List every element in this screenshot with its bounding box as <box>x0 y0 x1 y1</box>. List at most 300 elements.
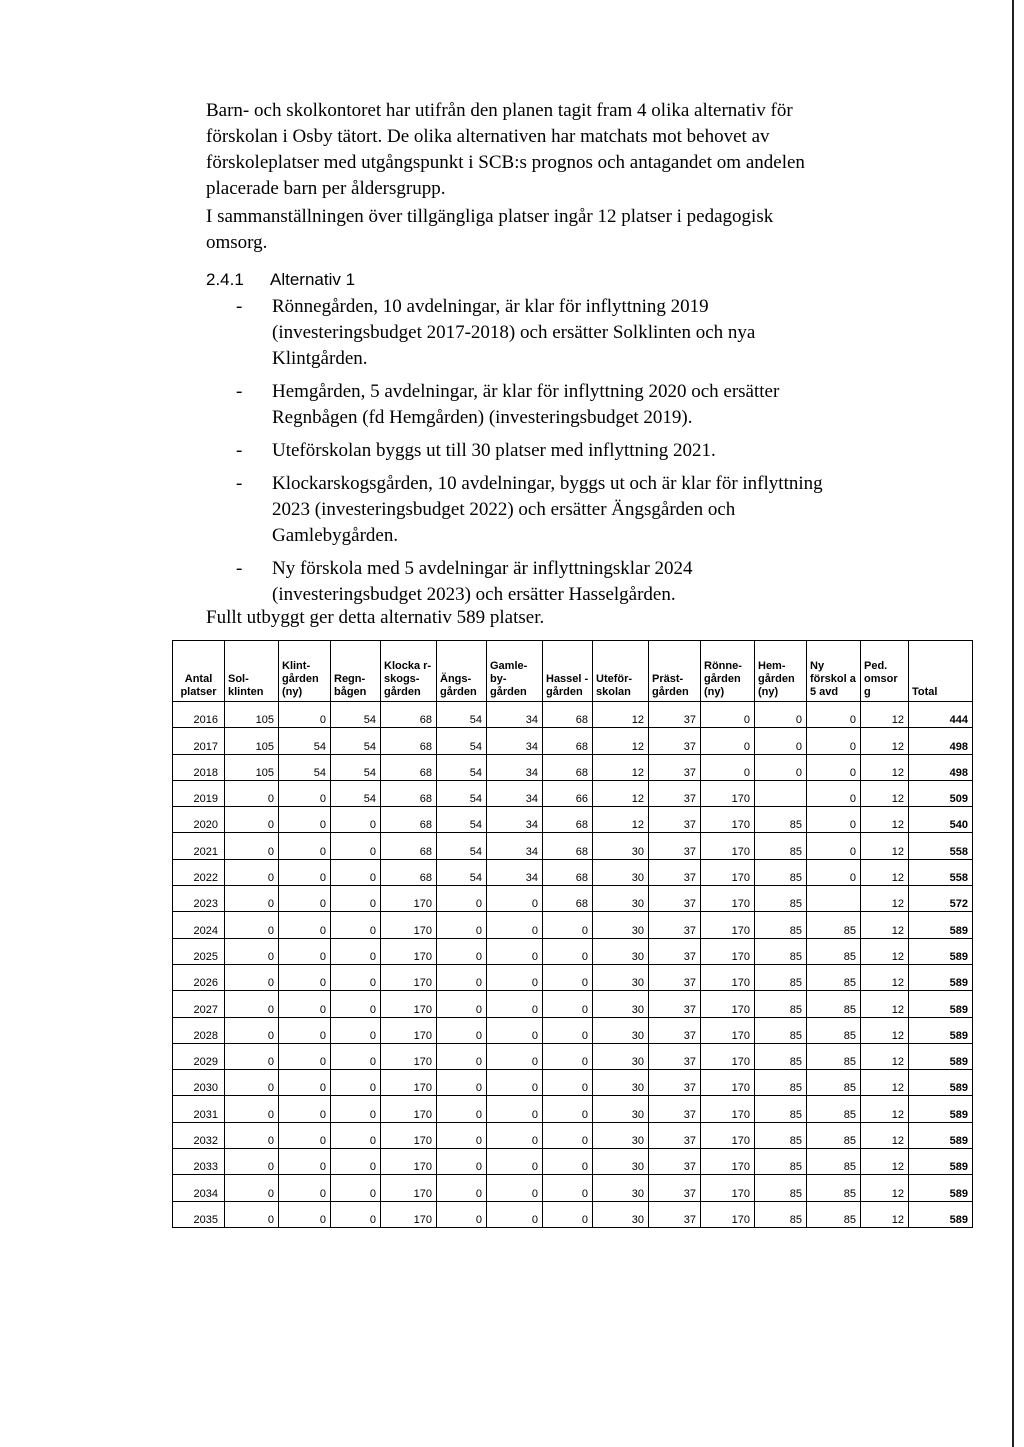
table-cell: 12 <box>593 780 649 806</box>
table-cell: 54 <box>437 833 487 859</box>
table-cell: 34 <box>487 702 543 728</box>
table-cell: 0 <box>331 991 381 1017</box>
table-cell: 30 <box>593 1175 649 1201</box>
table-cell: 0 <box>487 886 543 912</box>
table-cell: 0 <box>807 728 861 754</box>
table-cell: 12 <box>861 1017 909 1043</box>
table-cell: 0 <box>487 1017 543 1043</box>
table-cell: 68 <box>543 702 593 728</box>
table-cell: 12 <box>861 1175 909 1201</box>
table-cell: 0 <box>331 912 381 938</box>
year-cell: 2016 <box>173 702 225 728</box>
table-cell: 34 <box>487 780 543 806</box>
table-cell: 85 <box>755 1122 807 1148</box>
table-row <box>173 702 973 728</box>
table-cell: 12 <box>593 807 649 833</box>
table-cell: 85 <box>807 912 861 938</box>
table-cell: 30 <box>593 1122 649 1148</box>
table-cell: 34 <box>487 833 543 859</box>
table-cell: 170 <box>701 780 755 806</box>
section-heading <box>206 270 355 290</box>
table-cell: 54 <box>331 780 381 806</box>
bullet-item <box>236 379 836 431</box>
table-cell: 0 <box>279 964 331 990</box>
year-cell: 2034 <box>173 1175 225 1201</box>
table-cell: 37 <box>649 1175 701 1201</box>
table-cell: 85 <box>807 991 861 1017</box>
table-cell: 12 <box>861 833 909 859</box>
table-cell: 85 <box>807 1017 861 1043</box>
table-cell: 170 <box>381 1122 437 1148</box>
total-cell: 498 <box>909 728 973 754</box>
table-cell: 37 <box>649 964 701 990</box>
table-cell: 0 <box>487 1043 543 1069</box>
table-row <box>173 728 973 754</box>
table-cell: 0 <box>279 1175 331 1201</box>
total-cell: 540 <box>909 807 973 833</box>
table-cell: 0 <box>437 1096 487 1122</box>
table-cell: 0 <box>487 1149 543 1175</box>
bullet-text: Hemgården, 5 avdelningar, är klar för inflyttning 2020 och ersätter Regnbågen (fd Hemgården) (investeringsbudget 2019). <box>272 381 780 428</box>
table-cell: 0 <box>437 991 487 1017</box>
table-cell: 0 <box>543 1096 593 1122</box>
table-row <box>173 1201 973 1227</box>
table-cell: 0 <box>755 754 807 780</box>
bullet-dash: - <box>236 296 243 317</box>
table-cell: 12 <box>861 728 909 754</box>
table-cell: 34 <box>487 859 543 885</box>
table-cell: 68 <box>543 833 593 859</box>
table-row <box>173 1096 973 1122</box>
total-cell: 558 <box>909 859 973 885</box>
table-cell: 85 <box>755 1017 807 1043</box>
total-cell: 572 <box>909 886 973 912</box>
table-cell: 85 <box>807 1175 861 1201</box>
table-cell: 0 <box>225 1070 279 1096</box>
year-cell: 2027 <box>173 991 225 1017</box>
table-cell: 54 <box>331 728 381 754</box>
column-header: Ängs-gården <box>437 641 487 702</box>
table-row <box>173 1043 973 1069</box>
table-cell: 66 <box>543 780 593 806</box>
table-cell: 37 <box>649 833 701 859</box>
table-cell: 0 <box>225 886 279 912</box>
total-cell: 589 <box>909 912 973 938</box>
table-cell: 68 <box>543 728 593 754</box>
table-cell: 0 <box>279 859 331 885</box>
table-cell: 170 <box>701 964 755 990</box>
table-cell: 0 <box>279 1096 331 1122</box>
table-cell: 0 <box>543 1043 593 1069</box>
table-cell: 0 <box>331 1175 381 1201</box>
scan-edge-line <box>1012 0 1014 1447</box>
table-header-row <box>173 641 973 702</box>
table-cell: 30 <box>593 964 649 990</box>
table-cell: 0 <box>487 991 543 1017</box>
table-cell: 37 <box>649 807 701 833</box>
table-cell: 0 <box>331 1122 381 1148</box>
table-cell: 12 <box>593 702 649 728</box>
table-cell: 85 <box>807 1070 861 1096</box>
table-cell: 30 <box>593 912 649 938</box>
table-cell: 30 <box>593 1149 649 1175</box>
table-cell: 54 <box>331 754 381 780</box>
table-cell: 68 <box>543 859 593 885</box>
column-header: Total <box>909 641 973 702</box>
table-cell: 0 <box>331 833 381 859</box>
table-row <box>173 754 973 780</box>
table-row <box>173 938 973 964</box>
table-cell: 0 <box>543 991 593 1017</box>
table-cell: 85 <box>807 1201 861 1227</box>
bullet-dash: - <box>236 381 243 402</box>
table-cell: 37 <box>649 1201 701 1227</box>
table-cell: 105 <box>225 728 279 754</box>
year-cell: 2032 <box>173 1122 225 1148</box>
table-cell: 68 <box>381 780 437 806</box>
table-cell: 37 <box>649 1149 701 1175</box>
table-cell: 0 <box>437 912 487 938</box>
table-cell: 37 <box>649 1122 701 1148</box>
table-cell: 170 <box>701 1201 755 1227</box>
total-cell: 589 <box>909 1017 973 1043</box>
total-cell: 589 <box>909 1175 973 1201</box>
table-cell: 170 <box>701 1070 755 1096</box>
table-cell: 170 <box>381 886 437 912</box>
table-cell: 170 <box>701 807 755 833</box>
table-cell: 54 <box>437 859 487 885</box>
table-cell: 0 <box>331 807 381 833</box>
table-cell: 0 <box>807 807 861 833</box>
table-cell: 30 <box>593 886 649 912</box>
table-cell: 12 <box>861 912 909 938</box>
table-cell: 170 <box>381 1070 437 1096</box>
table-cell <box>807 886 861 912</box>
table-cell: 170 <box>701 1017 755 1043</box>
table-cell: 170 <box>381 991 437 1017</box>
table-cell: 85 <box>755 833 807 859</box>
table-cell: 68 <box>381 833 437 859</box>
table-cell: 0 <box>755 702 807 728</box>
table-cell: 12 <box>861 1201 909 1227</box>
table-cell: 0 <box>543 1122 593 1148</box>
table-cell: 34 <box>487 807 543 833</box>
year-cell: 2031 <box>173 1096 225 1122</box>
capacity-table <box>172 640 973 1228</box>
table-cell: 0 <box>279 1122 331 1148</box>
table-cell: 0 <box>331 886 381 912</box>
total-cell: 498 <box>909 754 973 780</box>
year-cell: 2025 <box>173 938 225 964</box>
table-cell: 0 <box>279 1149 331 1175</box>
table-cell: 0 <box>437 1043 487 1069</box>
table-cell: 37 <box>649 886 701 912</box>
table-row <box>173 1017 973 1043</box>
table-cell: 85 <box>807 1122 861 1148</box>
table-cell: 0 <box>225 1201 279 1227</box>
table-cell: 12 <box>861 964 909 990</box>
table-cell: 37 <box>649 991 701 1017</box>
table-cell: 0 <box>225 859 279 885</box>
table-cell: 170 <box>381 912 437 938</box>
year-cell: 2019 <box>173 780 225 806</box>
table-cell: 37 <box>649 1043 701 1069</box>
table-cell: 0 <box>807 859 861 885</box>
table-cell: 0 <box>543 1175 593 1201</box>
table-cell: 0 <box>437 1149 487 1175</box>
column-header: Ny förskol a 5 avd <box>807 641 861 702</box>
total-cell: 444 <box>909 702 973 728</box>
table-cell: 0 <box>279 807 331 833</box>
table-cell: 30 <box>593 1201 649 1227</box>
table-cell: 0 <box>279 1070 331 1096</box>
table-cell: 37 <box>649 754 701 780</box>
year-cell: 2029 <box>173 1043 225 1069</box>
table-cell: 85 <box>755 1201 807 1227</box>
table-cell: 34 <box>487 728 543 754</box>
table-cell: 12 <box>861 702 909 728</box>
table-row <box>173 964 973 990</box>
total-cell: 589 <box>909 1070 973 1096</box>
table-cell: 0 <box>225 1149 279 1175</box>
table-cell: 12 <box>593 728 649 754</box>
table-cell: 0 <box>543 1201 593 1227</box>
table-cell: 12 <box>861 1149 909 1175</box>
table-cell: 170 <box>381 1175 437 1201</box>
table-cell: 54 <box>437 780 487 806</box>
table-cell: 85 <box>807 1096 861 1122</box>
column-header: Präst-gården <box>649 641 701 702</box>
column-header: Hem-gården (ny) <box>755 641 807 702</box>
bullet-text: Klockarskogsgården, 10 avdelningar, byggs ut och är klar för inflyttning 2023 (investeringsbudget 2022) och ersätter Ängsgården och Gamlebygården. <box>272 473 823 546</box>
table-cell: 85 <box>755 1175 807 1201</box>
table-cell: 37 <box>649 1017 701 1043</box>
table-cell: 34 <box>487 754 543 780</box>
table-cell: 54 <box>279 754 331 780</box>
table-cell: 0 <box>279 833 331 859</box>
table-row <box>173 1149 973 1175</box>
bullet-item <box>236 438 836 464</box>
table-cell: 0 <box>543 1070 593 1096</box>
alternative-bullet-list <box>236 294 836 615</box>
table-cell: 12 <box>861 938 909 964</box>
table-cell: 12 <box>861 1122 909 1148</box>
table-cell: 0 <box>487 1096 543 1122</box>
table-cell: 0 <box>331 1149 381 1175</box>
section-title: Alternativ 1 <box>270 270 356 289</box>
table-cell: 0 <box>487 1070 543 1096</box>
table-cell: 85 <box>755 912 807 938</box>
table-cell: 170 <box>381 1043 437 1069</box>
table-cell: 0 <box>807 754 861 780</box>
table-cell: 170 <box>701 1175 755 1201</box>
table-cell: 0 <box>225 1096 279 1122</box>
year-cell: 2024 <box>173 912 225 938</box>
table-cell: 12 <box>861 780 909 806</box>
table-cell: 85 <box>755 1043 807 1069</box>
total-cell: 589 <box>909 1043 973 1069</box>
table-cell: 30 <box>593 1043 649 1069</box>
table-cell: 0 <box>543 964 593 990</box>
year-cell: 2021 <box>173 833 225 859</box>
table-cell: 0 <box>279 702 331 728</box>
table-cell: 0 <box>437 1017 487 1043</box>
table-cell: 0 <box>225 780 279 806</box>
table-cell: 12 <box>861 807 909 833</box>
table-cell: 0 <box>543 912 593 938</box>
year-cell: 2026 <box>173 964 225 990</box>
table-cell: 54 <box>331 702 381 728</box>
table-cell: 0 <box>701 728 755 754</box>
table-cell: 12 <box>861 1070 909 1096</box>
table-cell: 85 <box>807 1043 861 1069</box>
table-cell: 68 <box>543 754 593 780</box>
table-cell: 12 <box>861 886 909 912</box>
table-cell: 12 <box>861 754 909 780</box>
table-cell: 0 <box>331 1096 381 1122</box>
table-cell: 0 <box>225 1043 279 1069</box>
table-cell: 0 <box>225 833 279 859</box>
table-cell: 54 <box>437 754 487 780</box>
table-cell: 68 <box>543 807 593 833</box>
table-cell: 0 <box>487 1175 543 1201</box>
table-cell: 68 <box>381 859 437 885</box>
bullet-dash: - <box>236 558 243 579</box>
table-cell: 170 <box>701 991 755 1017</box>
table-cell: 85 <box>755 964 807 990</box>
table-cell: 12 <box>593 754 649 780</box>
table-cell: 68 <box>381 754 437 780</box>
table-cell: 0 <box>487 964 543 990</box>
table-cell: 0 <box>487 1201 543 1227</box>
table-cell: 0 <box>331 964 381 990</box>
table-cell: 0 <box>331 859 381 885</box>
column-header: Sol-klinten <box>225 641 279 702</box>
table-cell: 37 <box>649 728 701 754</box>
year-cell: 2028 <box>173 1017 225 1043</box>
table-cell: 170 <box>381 1201 437 1227</box>
table-cell: 85 <box>755 859 807 885</box>
table-cell: 30 <box>593 1070 649 1096</box>
column-header: Klint-gården (ny) <box>279 641 331 702</box>
table-cell: 0 <box>755 728 807 754</box>
table-cell: 30 <box>593 938 649 964</box>
table-cell: 170 <box>701 886 755 912</box>
table-cell: 0 <box>331 1017 381 1043</box>
table-cell: 170 <box>381 938 437 964</box>
bullet-item <box>236 556 836 608</box>
bullet-item <box>236 471 836 549</box>
table-cell: 0 <box>279 1043 331 1069</box>
table-cell: 0 <box>487 938 543 964</box>
note-paragraph: I sammanställningen över tillgängliga platser ingår 12 platser i pedagogisk omsorg. <box>206 206 774 253</box>
total-cell: 589 <box>909 964 973 990</box>
table-cell: 0 <box>807 833 861 859</box>
year-cell: 2030 <box>173 1070 225 1096</box>
total-cell: 589 <box>909 991 973 1017</box>
table-cell: 0 <box>279 1017 331 1043</box>
year-cell: 2017 <box>173 728 225 754</box>
table-cell: 0 <box>279 780 331 806</box>
table-cell: 0 <box>437 1070 487 1096</box>
table-cell: 12 <box>861 1043 909 1069</box>
bullet-dash: - <box>236 440 243 461</box>
table-row <box>173 991 973 1017</box>
table-cell: 85 <box>807 1149 861 1175</box>
table-cell: 0 <box>225 1122 279 1148</box>
table-cell: 54 <box>279 728 331 754</box>
table-cell: 0 <box>279 938 331 964</box>
table-cell: 0 <box>437 886 487 912</box>
table-cell: 0 <box>437 964 487 990</box>
table-cell: 0 <box>225 938 279 964</box>
column-header: Antal platser <box>173 641 225 702</box>
table-row <box>173 807 973 833</box>
total-cell: 589 <box>909 938 973 964</box>
table-cell: 0 <box>225 964 279 990</box>
total-cell: 509 <box>909 780 973 806</box>
year-cell: 2018 <box>173 754 225 780</box>
table-cell: 0 <box>225 991 279 1017</box>
table-cell: 0 <box>331 938 381 964</box>
table-cell: 170 <box>381 964 437 990</box>
table-cell: 0 <box>543 1149 593 1175</box>
table-cell: 170 <box>381 1017 437 1043</box>
column-header: Gamle-by-gården <box>487 641 543 702</box>
table-cell: 0 <box>279 1201 331 1227</box>
table-cell: 0 <box>701 702 755 728</box>
year-cell: 2035 <box>173 1201 225 1227</box>
table-row <box>173 1070 973 1096</box>
table-cell: 37 <box>649 859 701 885</box>
year-cell: 2022 <box>173 859 225 885</box>
table-cell: 0 <box>331 1201 381 1227</box>
table-cell: 68 <box>381 728 437 754</box>
table-row <box>173 1175 973 1201</box>
year-cell: 2023 <box>173 886 225 912</box>
table-cell: 12 <box>861 1096 909 1122</box>
table-cell: 0 <box>331 1043 381 1069</box>
total-cell: 589 <box>909 1096 973 1122</box>
intro-paragraph: Barn- och skolkontoret har utifrån den planen tagit fram 4 olika alternativ för förskolan i Osby tätort. De olika alternativen har matchats mot behovet av förskoleplatser med utgångspunkt i SCB:s prognos och antagandet om andelen placerade barn per åldersgrupp. <box>206 100 805 199</box>
bullet-item <box>236 294 836 372</box>
table-cell: 0 <box>701 754 755 780</box>
table-cell: 170 <box>701 1122 755 1148</box>
table-cell: 85 <box>755 1096 807 1122</box>
table-cell: 0 <box>437 1201 487 1227</box>
table-cell: 0 <box>543 938 593 964</box>
table-cell: 0 <box>807 702 861 728</box>
bullet-text: Ny förskola med 5 avdelningar är inflyttningsklar 2024 (investeringsbudget 2023) och ersätter Hasselgården. <box>272 558 693 605</box>
table-cell <box>755 780 807 806</box>
table-cell: 170 <box>701 912 755 938</box>
table-cell: 0 <box>225 912 279 938</box>
column-header: Klocka r-skogs-gården <box>381 641 437 702</box>
total-cell: 558 <box>909 833 973 859</box>
total-cell: 589 <box>909 1149 973 1175</box>
table-cell: 0 <box>279 991 331 1017</box>
table-cell: 0 <box>807 780 861 806</box>
year-cell: 2033 <box>173 1149 225 1175</box>
table-cell: 85 <box>807 964 861 990</box>
table-cell: 37 <box>649 912 701 938</box>
table-row <box>173 859 973 885</box>
total-cell: 589 <box>909 1201 973 1227</box>
table-cell: 85 <box>755 807 807 833</box>
table-cell: 37 <box>649 1096 701 1122</box>
table-cell: 68 <box>543 886 593 912</box>
column-header: Rönne-gården (ny) <box>701 641 755 702</box>
